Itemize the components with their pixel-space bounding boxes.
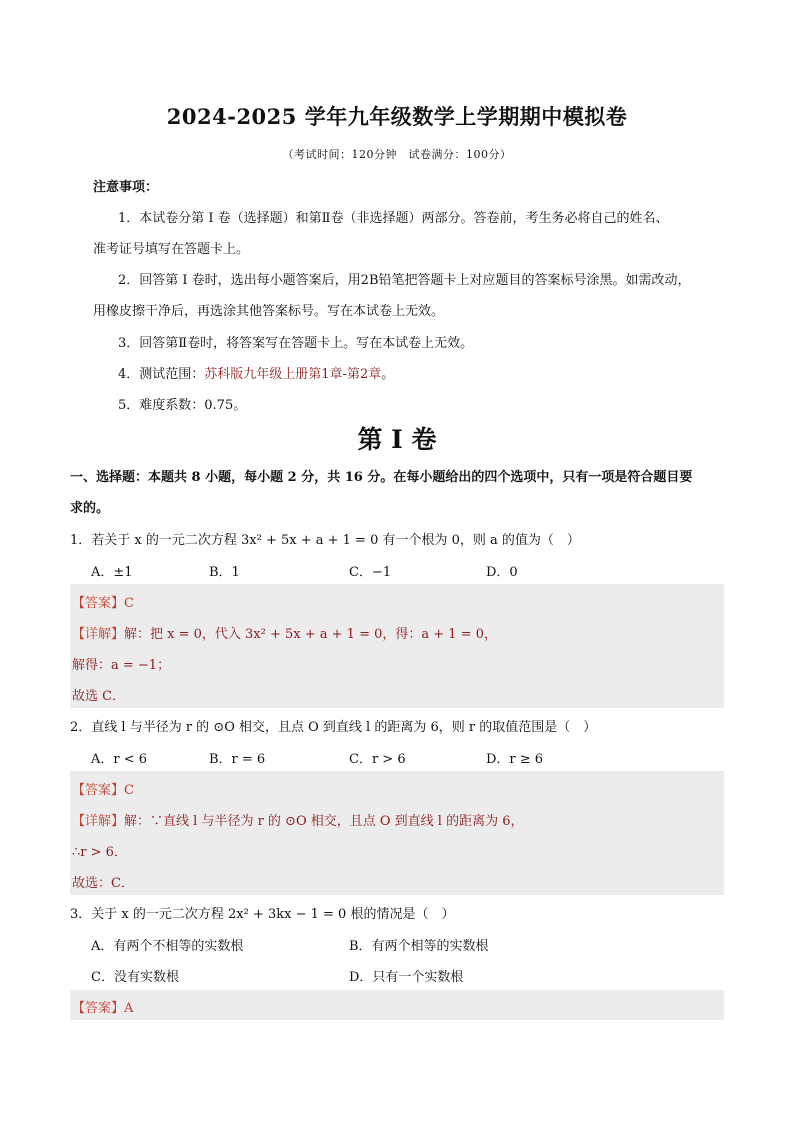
section-instructions-line-1: 一、选择题：本题共 8 小题，每小题 2 分，共 16 分。在每小题给出的四个选项中，只有一项是符合题目要 [70,470,693,485]
notes-heading: 注意事项： [93,180,159,195]
page-title: 2024-2025 学年九年级数学上学期期中模拟卷 [166,104,628,129]
question-1-option-d: D．0 [486,565,518,580]
question-1-answer [72,592,134,611]
question-3-option-c: C．没有实数根 [91,970,179,985]
answer-value: C [124,596,134,611]
note-1-line-2: 准考证号填写在答题卡上。 [93,242,250,257]
question-3-answer [72,997,133,1016]
note-2-line-2: 用橡皮擦干净后，再选涂其他答案标号。写在本试卷上无效。 [93,304,445,319]
question-1-option-b: B．1 [209,565,240,580]
answer-label: 【答案】 [72,596,125,611]
section-title: 第 I 卷 [357,425,437,454]
note-3: 3．回答第Ⅱ卷时，将答案写在答题卡上。写在本试卷上无效。 [118,336,474,351]
question-3-option-b: B．有两个相等的实数根 [349,939,489,954]
answer-label: 【答案】 [72,783,125,798]
detail-label: 【详解】 [72,627,125,642]
question-2-option-d: D．r ≥ 6 [486,752,544,767]
question-3-stem: 3．关于 x 的一元二次方程 2x² + 3kx − 1 = 0 根的情况是（ ） [70,907,455,922]
question-3-option-d: D．只有一个实数根 [349,970,464,985]
section-instructions-line-2: 求的。 [70,501,110,516]
question-2-option-b: B．r = 6 [209,752,266,767]
question-2-detail-line-1 [72,810,523,829]
question-2-option-a: A．r < 6 [91,752,148,767]
question-2-detail-line-2: ∴r > 6． [72,845,127,860]
question-1-option-a: A．±1 [91,565,133,580]
question-2-solution-box [70,771,724,895]
detail-text: 解：∵直线 l 与半径为 r 的 ⊙O 相交，且点 O 到直线 l 的距离为 6， [124,814,524,829]
detail-label: 【详解】 [72,814,125,829]
question-3-solution-box [70,990,724,1020]
note-2-line-1: 2．回答第 I 卷时，选出每小题答案后，用2B铅笔把答题卡上对应题目的答案标号涂黑。如需改动， [118,273,691,288]
note-5: 5．难度系数：0.75。 [118,398,247,413]
question-3-option-a: A．有两个不相等的实数根 [91,939,244,954]
question-1-stem: 1．若关于 x 的一元二次方程 3x² + 5x + a + 1 = 0 有一个根为 0，则 a 的值为（ ） [70,533,580,548]
answer-label: 【答案】 [72,1001,125,1016]
question-2-option-c: C．r > 6 [349,752,406,767]
answer-value: C [124,783,134,798]
question-1-option-c: C．−1 [349,565,392,580]
note-1-line-1: 1．本试卷分第 I 卷（选择题）和第Ⅱ卷（非选择题）两部分。答卷前，考生务必将自己的姓名、 [118,211,669,226]
question-2-stem: 2．直线 l 与半径为 r 的 ⊙O 相交，且点 O 到直线 l 的距离为 6，则 r 的取值范围是（ ） [70,720,597,735]
note-4-prefix: 4．测试范围： [118,367,205,382]
note-4-range: 苏科版九年级上册第1章-第2章 [204,367,382,382]
answer-value: A [124,1001,134,1016]
question-1-detail-line-2: 解得：a = −1； [72,658,171,673]
exam-subtitle: （考试时间：120分钟 试卷满分：100分） [282,148,512,161]
note-4-suffix: 。 [381,367,395,382]
question-2-answer [72,779,134,798]
note-4 [118,363,394,382]
question-1-detail-line-1 [72,623,497,642]
detail-text: 解：把 x = 0，代入 3x² + 5x + a + 1 = 0，得：a + 1 = 0， [124,627,497,642]
question-1-detail-line-3: 故选 C． [72,689,126,704]
question-2-detail-line-3: 故选：C． [72,876,134,891]
question-1-solution-box [70,584,724,708]
